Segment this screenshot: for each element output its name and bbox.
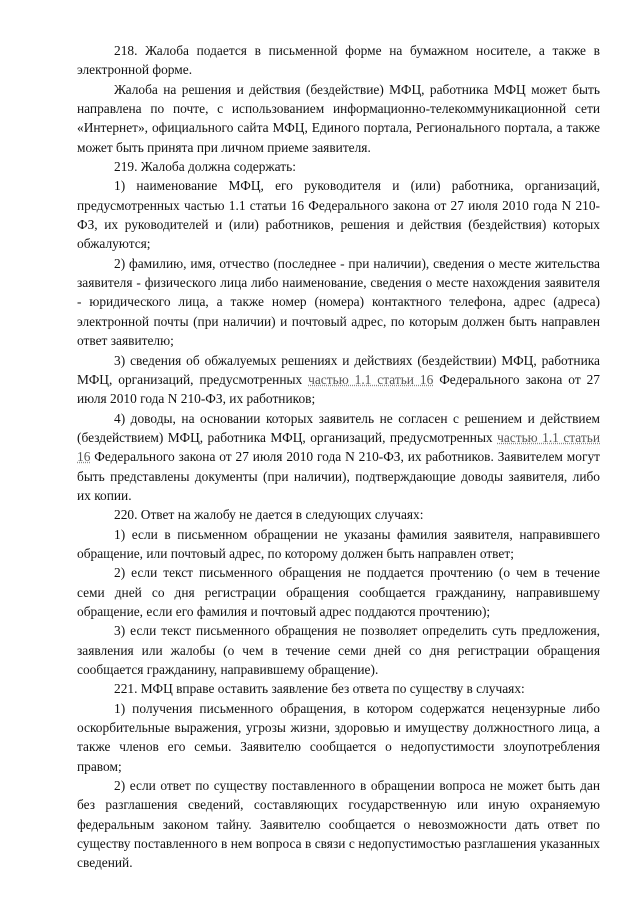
law-reference-link[interactable]: частью 1.1 статьи 16: [308, 371, 434, 387]
law-reference-link[interactable]: частью 1.1 статьи 16: [77, 429, 600, 465]
paragraph-221-item-1: 1) получения письменного обращения, в котором содержатся нецензурные либо оскорбительные выражения, угрозы жизни, здоровью и имуществу должностного лица, а также членов его семьи. Заявителю сообщается о недопустимости злоупотребления правом;: [77, 700, 600, 774]
paragraph-220-item-3: 3) если текст письменного обращения не позволяет определить суть предложения, заявления или жалобы (о чем в течение семи дней со дня регистрации обращения сообщается гражданину, направившему обращение).: [77, 623, 600, 677]
paragraph-218: 218. Жалоба подается в письменной форме на бумажном носителе, а также в электронной форме.: [77, 43, 600, 78]
paragraph-text: Федерального закона от 27 июля 2010 года N 210-ФЗ, их работников;: [77, 371, 600, 407]
paragraph-text: Федерального закона от 27 июля 2010 года N 210-ФЗ, их работников. Заявителем могут быть представлены документы (при наличии), подтверждающие доводы заявителя, либо их копии.: [77, 449, 600, 503]
paragraph-219-item-4: [77, 409, 600, 506]
paragraph-221-item-2: 2) если ответ по существу поставленного в обращении вопроса не может быть дан без разглашения сведений, составляющих государственную или иную охраняемую федеральным законом тайну. Заявителю сообщается о невозможности дать ответ по существу поставленного в нем вопроса в связи с недопустимостью разглашения указанных сведений.: [77, 778, 600, 871]
paragraph-220: 220. Ответ на жалобу не дается в следующих случаях:: [114, 507, 424, 523]
paragraph-219-item-2: 2) фамилию, имя, отчество (последнее - при наличии), сведения о месте жительства заявителя - физического лица либо наименование, сведения о месте нахождения заявителя - юридического лица, а также номер (номера) контактного телефона, адрес (адреса) электронной почты (при наличии) и почтовый адрес, по которым должен быть направлен ответ заявителю;: [77, 255, 600, 349]
paragraph-219-item-3: [77, 351, 600, 409]
paragraph-221: 221. МФЦ вправе оставить заявление без ответа по существу в случаях:: [114, 681, 525, 697]
paragraph-text: 3) сведения об обжалуемых решениях и действиях (бездействии) МФЦ, работника МФЦ, организаций, предусмотренных: [77, 352, 600, 387]
paragraph-219-item-1: 1) наименование МФЦ, его руководителя и (или) работника, организаций, предусмотренных частью 1.1 статьи 16 Федерального закона от 27 июля 2010 года N 210-ФЗ, их руководителей и (или) работников, решения и действия (бездействия) которых обжалуются;: [77, 178, 600, 252]
paragraph-220-item-2: 2) если текст письменного обращения не поддается прочтению (о чем в течение семи дней со дня регистрации обращения сообщается гражданину, направившему обращение, если его фамилия и почтовый адрес поддаются прочтению);: [77, 565, 600, 619]
paragraph-220-item-1: 1) если в письменном обращении не указаны фамилия заявителя, направившего обращение, или почтовый адрес, по которому должен быть направлен ответ;: [77, 526, 600, 561]
paragraph-219: 219. Жалоба должна содержать:: [114, 159, 296, 175]
paragraph-text: 4) доводы, на основании которых заявитель не согласен с решением и действием (бездействием) МФЦ, работника МФЦ, организаций, предусмотренных: [77, 410, 600, 445]
paragraph-complaint-channels: Жалоба на решения и действия (бездействие) МФЦ, работника МФЦ может быть направлена по почте, с использованием информационно-телекоммуникационной сети «Интернет», официального сайта МФЦ, Единого портала, Регионального портала, а также может быть принята при личном приеме заявителя.: [77, 81, 600, 155]
